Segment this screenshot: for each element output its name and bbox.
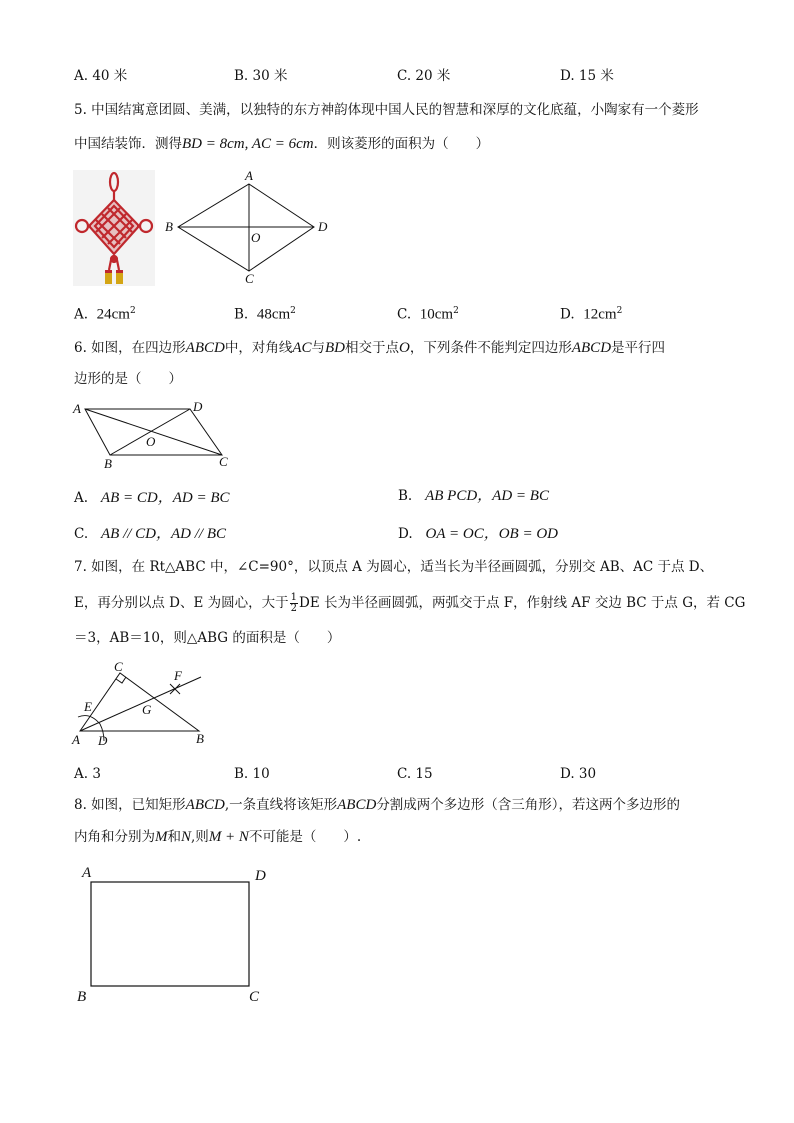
right-angle-mark	[116, 677, 126, 683]
q4-option-b: B. 30 米	[234, 68, 288, 84]
label-d: D	[98, 733, 108, 748]
label-b: B	[165, 219, 173, 234]
parallelogram-diagram	[72, 398, 247, 473]
rhombus-diagram	[162, 170, 342, 285]
label-d: D	[255, 868, 266, 884]
label-a: A	[72, 732, 80, 747]
q5-stem-line2: 中国结装饰．测得BD = 8cm, AC = 6cm．则该菱形的面积为（ ）	[74, 136, 490, 152]
label-b: B	[196, 731, 204, 746]
label-d: D	[318, 219, 328, 234]
label-c: C	[249, 989, 260, 1005]
q5-option-b: B. $48cm^2$	[234, 306, 296, 323]
label-a: A	[73, 401, 81, 416]
fraction-one-half: $\frac{1}{2}$	[290, 592, 297, 614]
label-c: C	[219, 454, 228, 469]
rectangle-diagram	[74, 862, 284, 1007]
label-a: A	[245, 168, 253, 183]
label-e: E	[84, 699, 92, 714]
label-b: B	[77, 989, 87, 1005]
label-f: F	[174, 668, 182, 683]
q7-option-d: D. 30	[560, 766, 597, 782]
label-g: G	[142, 702, 152, 717]
q6-option-a: A. AB = CD，AD = BC	[74, 490, 230, 506]
label-o: O	[251, 230, 261, 245]
q6-stem-line1: 6. 如图，在四边形ABCD中，对角线AC与BD相交于点O，下列条件不能判定四边形ABCD是平行四	[74, 340, 666, 356]
q6-stem-line2: 边形的是（ ）	[74, 371, 182, 387]
q7-option-b: B. 10	[234, 766, 270, 782]
label-a: A	[82, 865, 92, 881]
q4-option-a: A. 40 米	[74, 68, 128, 84]
chinese-knot-image	[73, 170, 155, 286]
q5-option-c: C. $10cm^2$	[397, 306, 459, 323]
label-o: O	[146, 434, 156, 449]
q7-stem-line2: E，再分别以点 D、E 为圆心，大于 $\frac{1}{2}$ DE 长为半径画圆弧，两弧交于点 F，作射线 AF 交边 BC 于点 G，若 CG	[74, 592, 746, 614]
q4-option-d: D. 15 米	[560, 68, 614, 84]
triangle-construction-diagram	[70, 660, 210, 750]
q5-option-a: A. $24cm^2$	[74, 306, 136, 323]
label-d: D	[193, 399, 203, 414]
q7-option-a: A. 3	[74, 766, 101, 782]
q5-option-d: D. $12cm^2$	[560, 306, 623, 323]
label-b: B	[104, 456, 112, 471]
q5-stem-line1: 5. 中国结寓意团圆、美满，以独特的东方神韵体现中国人民的智慧和深厚的文化底蕴，小陶家有一个菱形	[74, 102, 699, 118]
q6-option-d: D. OA = OC，OB = OD	[398, 526, 558, 542]
q6-option-b: B. AB PCD，AD = BC	[398, 488, 549, 504]
q8-stem-line2: 内角和分别为M和N,则M + N不可能是（ ）.	[74, 829, 362, 845]
label-c: C	[245, 271, 254, 286]
q4-option-c: C. 20 米	[397, 68, 451, 84]
q7-option-c: C. 15	[397, 766, 433, 782]
q7-stem-line1: 7. 如图，在 Rt△ABC 中，∠C=90°，以顶点 A 为圆心，适当长为半径画圆弧，分别交 AB、AC 于点 D、	[74, 559, 714, 575]
q6-option-c: C. AB // CD，AD // BC	[74, 526, 227, 542]
q7-stem-line3: ＝3，AB＝10，则△ABG 的面积是（ ）	[74, 630, 341, 646]
label-c: C	[114, 659, 123, 674]
q8-stem-line1: 8. 如图，已知矩形ABCD,一条直线将该矩形ABCD分割成两个多边形（含三角形），若这两个多边形的	[74, 797, 681, 813]
